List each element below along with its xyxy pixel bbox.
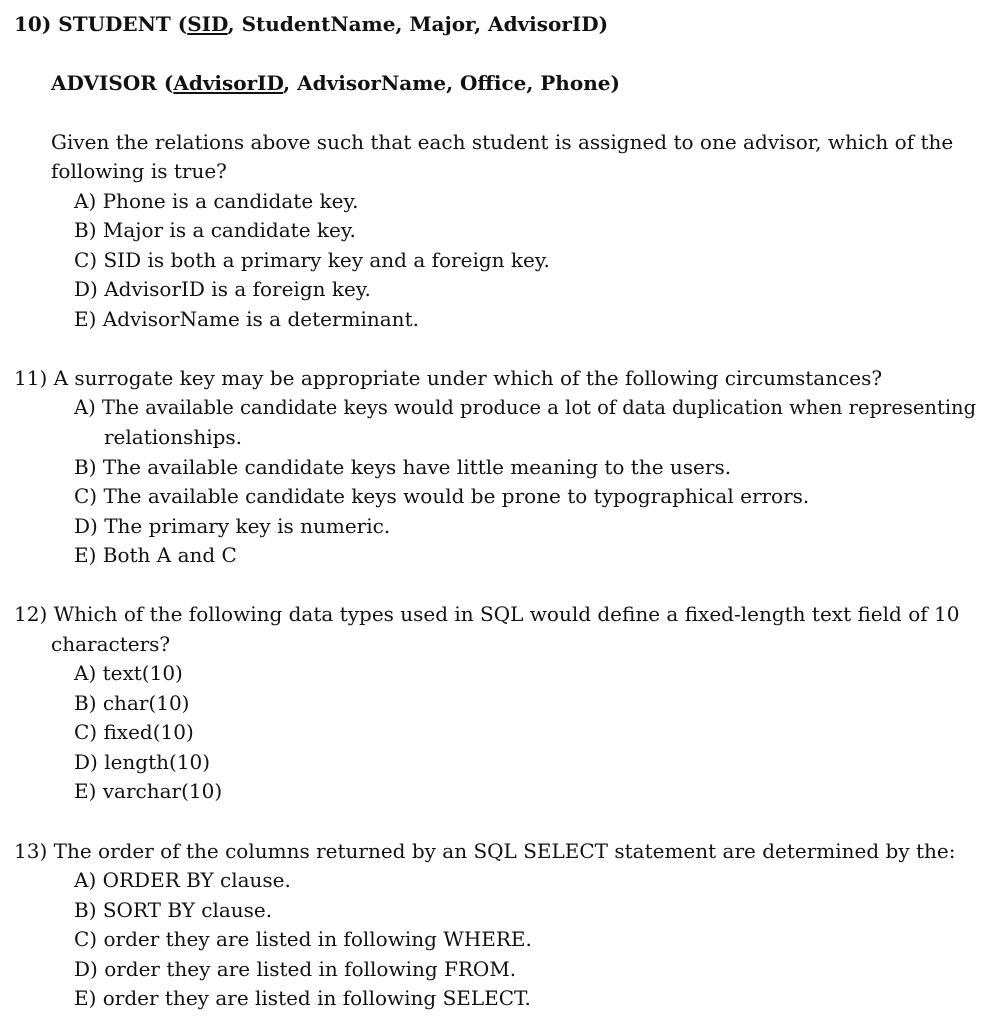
- relation-attributes: AdvisorName, Office, Phone): [297, 71, 620, 95]
- question-number: 10): [14, 12, 52, 36]
- q10-option-b: B) Major is a candidate key.: [74, 218, 356, 242]
- q13-option-c: C) order they are listed in following WHERE.: [74, 927, 532, 951]
- q12-option-a: A) text(10): [74, 661, 183, 685]
- q12-option-b: B) char(10): [74, 691, 190, 715]
- relation-student: 10) STUDENT (SID, StudentName, Major, AdvisorID): [14, 12, 609, 36]
- q11-option-a-line2: relationships.: [104, 425, 243, 449]
- relation-advisor: ADVISOR (AdvisorID, AdvisorName, Office, Phone): [51, 71, 620, 95]
- q11-option-b: B) The available candidate keys have little meaning to the users.: [74, 455, 732, 479]
- q13-option-e: E) order they are listed in following SELECT.: [74, 986, 531, 1010]
- q10-option-e: E) AdvisorName is a determinant.: [74, 307, 419, 331]
- q12-option-d: D) length(10): [74, 750, 211, 774]
- q12-option-c: C) fixed(10): [74, 720, 194, 744]
- relation-attributes: StudentName, Major, AdvisorID): [241, 12, 609, 36]
- q11-option-d: D) The primary key is numeric.: [74, 514, 391, 538]
- q10-stem-line1: Given the relations above such that each student is assigned to one advisor, which of the: [51, 130, 954, 154]
- q11-option-c: C) The available candidate keys would be prone to typographical errors.: [74, 484, 810, 508]
- q13-option-b: B) SORT BY clause.: [74, 898, 273, 922]
- primary-key: SID: [187, 12, 228, 36]
- q10-stem-line2: following is true?: [51, 159, 227, 183]
- relation-name: STUDENT: [58, 12, 171, 36]
- q11-option-e: E) Both A and C: [74, 543, 237, 567]
- q13-stem: 13) The order of the columns returned by an SQL SELECT statement are determined by the:: [14, 839, 956, 863]
- q13-option-d: D) order they are listed in following FROM.: [74, 957, 517, 981]
- q11-stem: 11) A surrogate key may be appropriate under which of the following circumstances?: [14, 366, 883, 390]
- q11-option-a-line1: A) The available candidate keys would produce a lot of data duplication when representing: [74, 396, 977, 419]
- primary-key: AdvisorID: [173, 71, 284, 95]
- q12-option-e: E) varchar(10): [74, 779, 223, 803]
- q10-option-a: A) Phone is a candidate key.: [74, 189, 359, 213]
- q13-option-a: A) ORDER BY clause.: [74, 868, 291, 892]
- q12-stem-line2: characters?: [51, 632, 171, 656]
- q12-stem-line1: 12) Which of the following data types used in SQL would define a fixed-length text field of 10: [14, 602, 960, 626]
- q10-option-c: C) SID is both a primary key and a foreign key.: [74, 248, 550, 272]
- q10-option-d: D) AdvisorID is a foreign key.: [74, 277, 371, 301]
- relation-name: ADVISOR: [51, 71, 157, 95]
